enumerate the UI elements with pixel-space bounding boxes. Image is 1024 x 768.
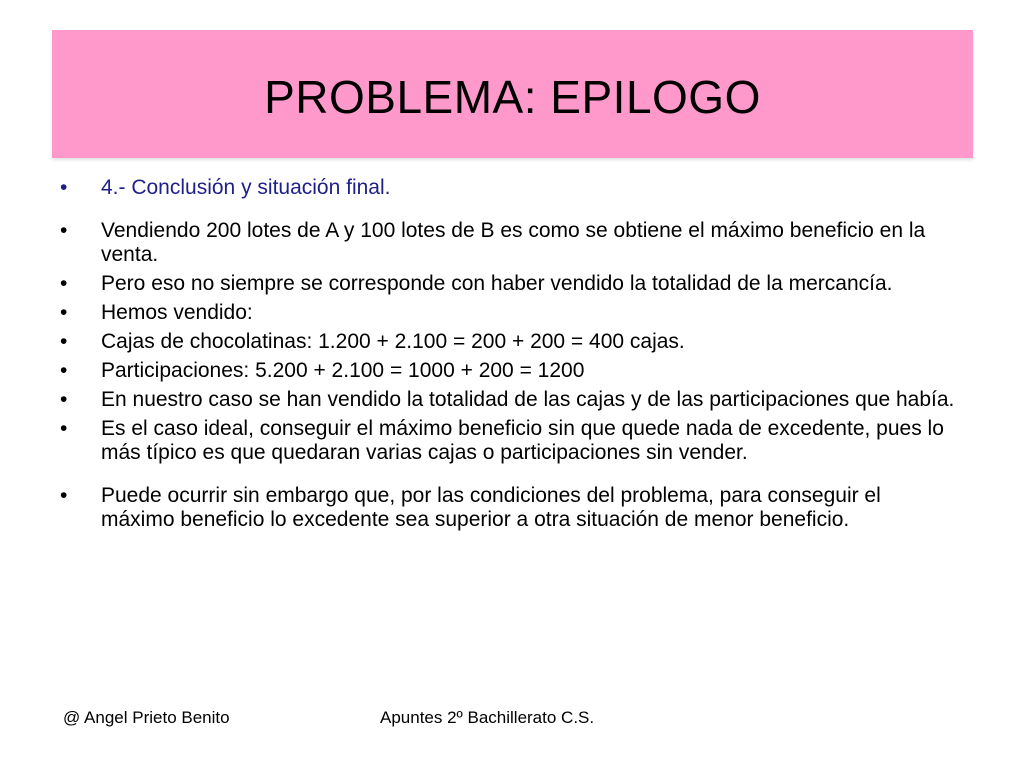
bullet-text: Pero eso no siempre se corresponde con haber vendido la totalidad de la mercancía. (101, 272, 893, 295)
bullet-text: Cajas de chocolatinas: 1.200 + 2.100 = 200 + 200 = 400 cajas. (101, 330, 685, 353)
bullet-item (60, 219, 960, 267)
bullet-text: En nuestro caso se han vendido la totalidad de las cajas y de las participaciones que había. (101, 388, 955, 411)
bullet-item (60, 417, 960, 465)
bullet-text: Vendiendo 200 lotes de A y 100 lotes de B es como se obtiene el máximo beneficio en la venta. (101, 219, 926, 266)
footer-course: Apuntes 2º Bachillerato C.S. (380, 708, 595, 727)
bullet-marker: • (60, 484, 68, 507)
bullet-marker: • (60, 388, 68, 411)
bullet-marker: • (60, 359, 68, 382)
bullet-text: Hemos vendido: (101, 301, 253, 324)
slide-title: PROBLEMA: EPILOGO (264, 71, 761, 123)
bullet-item (60, 359, 960, 383)
bullet-text: Participaciones: 5.200 + 2.100 = 1000 + 200 = 1200 (101, 359, 585, 382)
footer-author: @ Angel Prieto Benito (63, 708, 230, 727)
bullet-item (60, 484, 960, 532)
title-banner (52, 30, 973, 158)
bullet-list (60, 176, 960, 537)
bullet-text: 4.- Conclusión y situación final. (101, 176, 391, 199)
bullet-item (60, 330, 960, 354)
bullet-marker: • (60, 417, 68, 440)
bullet-item (60, 176, 960, 200)
bullet-text: Es el caso ideal, conseguir el máximo beneficio sin que quede nada de excedente, pues lo más típico es que quedaran varias cajas o participaciones sin vender. (101, 417, 944, 464)
bullet-marker: • (60, 330, 68, 353)
bullet-marker: • (60, 176, 68, 199)
bullet-item (60, 272, 960, 296)
bullet-marker: • (60, 272, 68, 295)
bullet-marker: • (60, 301, 68, 324)
bullet-item (60, 301, 960, 325)
bullet-item (60, 388, 960, 412)
bullet-marker: • (60, 219, 68, 242)
bullet-text: Puede ocurrir sin embargo que, por las condiciones del problema, para conseguir el máximo beneficio lo excedente sea superior a otra situación de menor beneficio. (101, 484, 881, 531)
